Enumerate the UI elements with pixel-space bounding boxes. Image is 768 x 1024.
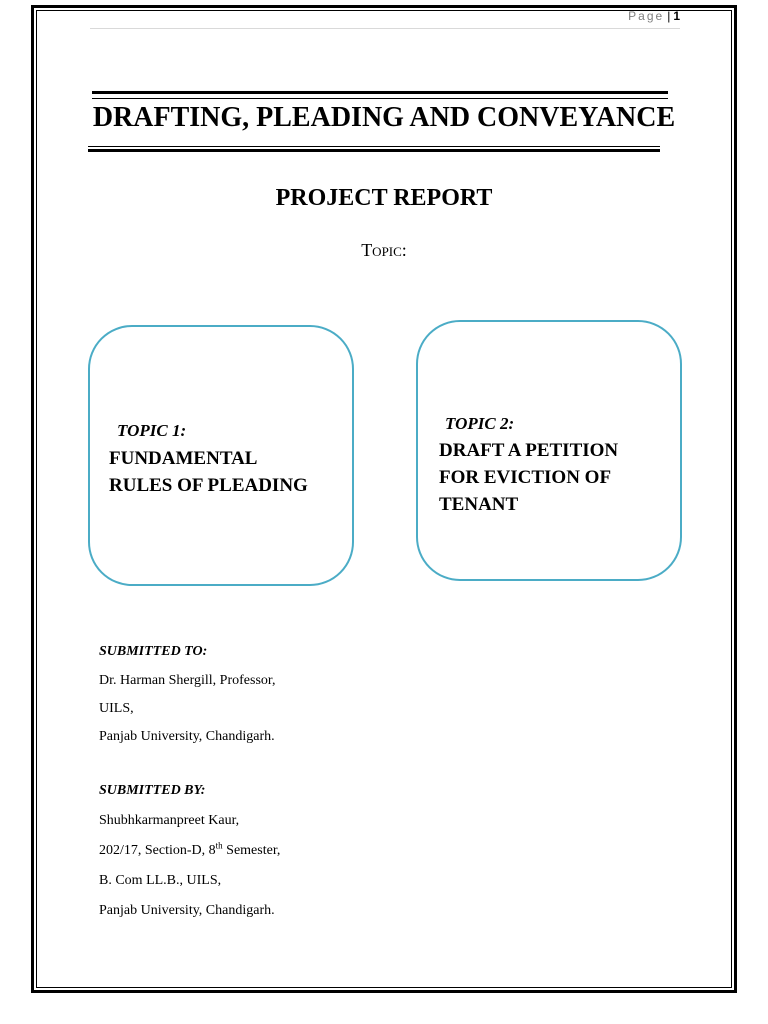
- submitted-by-heading: SUBMITTED BY:: [99, 783, 206, 798]
- submitted-by-roll: [99, 842, 280, 860]
- ordinal-suffix: th: [215, 840, 223, 851]
- submitted-to-line: Panjab University, Chandigarh.: [99, 729, 275, 744]
- title-rule-bottom-thin: [88, 146, 660, 147]
- title-rule-top-thick: [92, 91, 668, 94]
- submitted-to-heading: SUBMITTED TO:: [99, 644, 208, 659]
- page-separator: |: [667, 9, 671, 23]
- roll-text: 202/17, Section-D, 8: [99, 843, 216, 858]
- topic-1-line: FUNDAMENTAL: [109, 448, 258, 469]
- topic-2-box: [416, 320, 682, 581]
- page-word: Page: [628, 9, 665, 23]
- submitted-by-name: Shubhkarmanpreet Kaur,: [99, 813, 240, 828]
- document-title: DRAFTING, PLEADING AND CONVEYANCE: [92, 102, 676, 133]
- topic-1-line: RULES OF PLEADING: [109, 475, 308, 496]
- project-report-heading: PROJECT REPORT: [275, 185, 493, 211]
- page-header: [90, 9, 680, 29]
- page-number: 1: [673, 9, 680, 23]
- submitted-to-line: UILS,: [99, 701, 134, 716]
- topic-2-line: FOR EVICTION OF: [439, 467, 612, 488]
- topic-1-box: [88, 325, 354, 586]
- topic-2-title: [439, 437, 679, 518]
- submitted-by-university: Panjab University, Chandigarh.: [99, 903, 275, 918]
- submitted-to-line: Dr. Harman Shergill, Professor,: [99, 673, 276, 688]
- topic-1-title: [109, 445, 349, 499]
- semester-text: Semester,: [222, 843, 281, 858]
- topic-label: Topic:: [361, 240, 407, 260]
- topic-2-line: TENANT: [439, 494, 519, 515]
- topic-1-heading: TOPIC 1:: [117, 421, 187, 440]
- title-rule-bottom-thick: [88, 149, 660, 152]
- submitted-by-course: B. Com LL.B., UILS,: [99, 873, 222, 888]
- topic-2-line: DRAFT A PETITION: [439, 440, 619, 461]
- title-rule-top-thin: [92, 98, 668, 99]
- topic-2-heading: TOPIC 2:: [445, 414, 515, 433]
